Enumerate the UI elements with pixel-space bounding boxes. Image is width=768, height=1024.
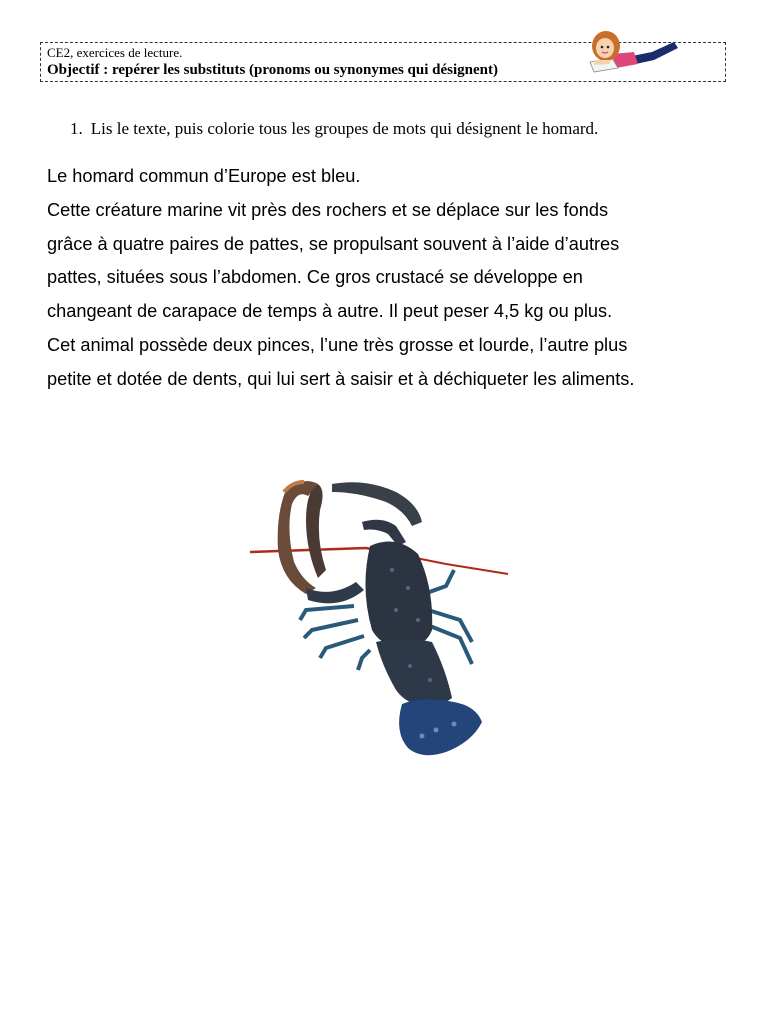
exercise-instruction bbox=[70, 118, 730, 140]
text-line: grâce à quatre paires de pattes, se propulsant souvent à l’aide d’autres bbox=[47, 233, 620, 254]
reading-text bbox=[47, 160, 747, 397]
girl-reading-illustration bbox=[582, 24, 682, 74]
text-line: changeant de carapace de temps à autre. Il peut peser 4,5 kg ou plus. bbox=[47, 301, 613, 322]
instruction-text: Lis le texte, puis colorie tous les groupes de mots qui désignent le homard. bbox=[90, 119, 599, 138]
text-line: Cet animal possède deux pinces, l’une très grosse et lourde, l’autre plus bbox=[47, 334, 628, 355]
lobster-photo bbox=[246, 470, 536, 770]
text-line: pattes, situées sous l’abdomen. Ce gros crustacé se développe en bbox=[47, 267, 583, 288]
text-line: Le homard commun d’Europe est bleu. bbox=[47, 166, 361, 186]
text-line: Cette créature marine vit près des rochers et se déplace sur les fonds bbox=[47, 199, 609, 220]
text-line: petite et dotée de dents, qui lui sert à saisir et à déchiqueter les aliments. bbox=[47, 368, 635, 389]
header-objective: Objectif : repérer les substituts (pronoms ou synonymes qui désignent) bbox=[47, 62, 498, 78]
instruction-number: 1. bbox=[70, 119, 83, 138]
header-subtitle: CE2, exercices de lecture. bbox=[47, 45, 183, 60]
